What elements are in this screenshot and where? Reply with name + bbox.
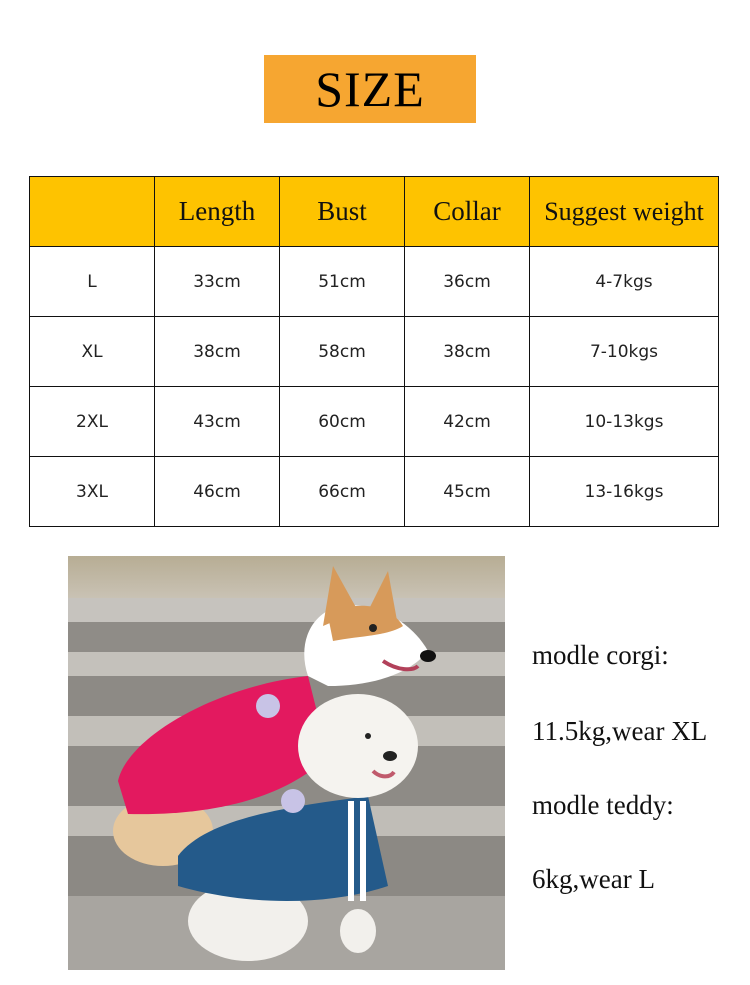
cell-collar: 42cm [405,387,530,457]
cell-collar: 38cm [405,317,530,387]
cell-weight: 10-13kgs [530,387,719,457]
cell-length: 46cm [155,457,280,527]
cell-bust: 60cm [280,387,405,457]
cell-collar: 36cm [405,247,530,317]
cell-bust: 66cm [280,457,405,527]
size-title: SIZE [315,61,425,117]
corgi-label: modle corgi: [532,640,669,670]
header-cell-length: Length [155,177,280,247]
corgi-value: 11.5kg,wear XL [532,716,708,746]
size-title-banner [264,55,476,123]
cell-weight: 7-10kgs [530,317,719,387]
header-cell-bust: Bust [280,177,405,247]
table-row [30,457,719,527]
teddy-value: 6kg,wear L [532,864,655,894]
header-cell-size [30,177,155,247]
cell-length: 38cm [155,317,280,387]
cell-length: 33cm [155,247,280,317]
cell-size: 3XL [30,457,155,527]
cell-weight: 13-16kgs [530,457,719,527]
size-chart-table [29,176,719,527]
cell-length: 43cm [155,387,280,457]
cell-bust: 51cm [280,247,405,317]
cell-size: 2XL [30,387,155,457]
header-cell-collar: Collar [405,177,530,247]
table-header-row [30,177,719,247]
dogs-on-steps-illustration [68,556,505,970]
cell-bust: 58cm [280,317,405,387]
teddy-label: modle teddy: [532,790,674,820]
cell-size: L [30,247,155,317]
cell-size: XL [30,317,155,387]
cell-weight: 4-7kgs [530,247,719,317]
dogs-photo [68,556,505,970]
header-cell-suggest-weight: Suggest weight [530,177,719,247]
table-row [30,247,719,317]
table-row [30,387,719,457]
cell-collar: 45cm [405,457,530,527]
table-row [30,317,719,387]
